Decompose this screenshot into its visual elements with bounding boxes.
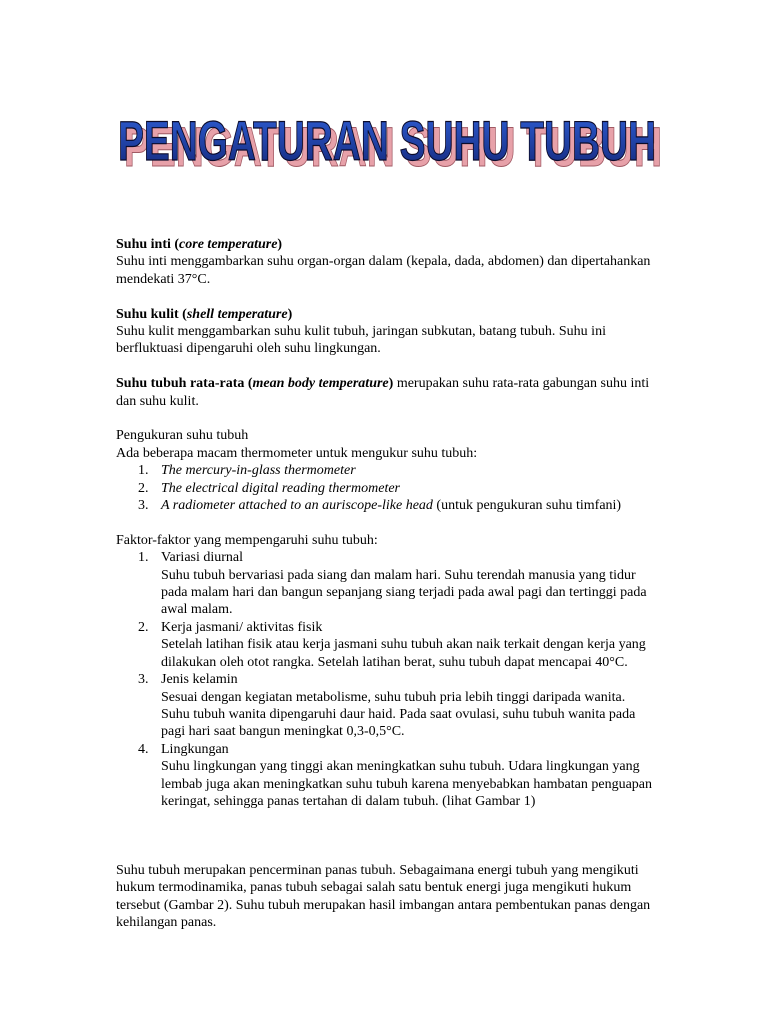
factor-title: Variasi diurnal — [161, 550, 244, 566]
list-item: 1. Variasi diurnal Suhu tubuh bervariasi pada siang dan malam hari. Suhu terendah manusia yang tidur pada malam hari dan bangun sepanjang siang terjadi pada awal pagi dan tertinggi pada awal malam. — [116, 549, 656, 619]
mean-temp-paragraph: Suhu tubuh rata-rata (mean body temperature) merupakan suhu rata-rata gabungan suhu inti dan suhu kulit. — [116, 376, 650, 409]
wordart-title — [110, 96, 665, 176]
factor-title: Kerja jasmani/ aktivitas fisik — [161, 619, 323, 635]
factor-title: Jenis kelamin — [161, 672, 238, 688]
shell-temp-heading: Suhu kulit (shell temperature) — [116, 306, 293, 322]
wordart-title-graphic — [110, 96, 665, 176]
list-item: 4. Lingkungan Suhu lingkungan yang tinggi akan meningkatkan suhu tubuh. Udara lingkungan yang lembab juga akan meningkatkan suhu tubuh karena menyebabkan hambatan penguapan keringat, sehingga panas tertahan di dalam tubuh. (lihat Gambar 1) — [116, 741, 656, 811]
wordart-title-shadow: PENGATURAN SUHU TUBUH — [124, 115, 662, 176]
list-item: 2. The electrical digital reading thermometer — [138, 480, 400, 496]
factor-body: Suhu tubuh bervariasi pada siang dan malam hari. Suhu terendah manusia yang tidur pada malam hari dan bangun sepanjang siang terjadi pada awal pagi dan tertinggi pada awal malam. — [161, 567, 647, 618]
list-item: 2. Kerja jasmani/ aktivitas fisik Setelah latihan fisik atau kerja jasmani suhu tubuh akan naik terkait dengan kerja yang dilakukan oleh otot rangka. Setelah latihan berat, suhu tubuh dapat mencapai 40°C. — [116, 619, 656, 671]
document-body — [116, 236, 656, 931]
closing-paragraph: Suhu tubuh merupakan pencerminan panas tubuh. Sebagaimana energi tubuh yang mengikuti hukum termodinamika, panas tubuh sebagai salah satu bentuk energi juga mengikuti hukum tersebut (Gambar 2). Suhu tubuh merupakan hasil imbangan antara pembentukan panas dengan kehilangan panas. — [116, 862, 651, 930]
core-temp-body: Suhu inti menggambarkan suhu organ-organ dalam (kepala, dada, abdomen) dan dipertahankan mendekati 37°C. — [116, 254, 651, 287]
measurement-intro: Ada beberapa macam thermometer untuk mengukur suhu tubuh: — [116, 445, 478, 461]
list-item: 3. Jenis kelamin Sesuai dengan kegiatan metabolisme, suhu tubuh pria lebih tinggi daripada wanita. Suhu tubuh wanita dipengaruhi daur haid. Pada saat ovulasi, suhu tubuh wanita pada pagi hari saat bangun meningkat 0,3-0,5°C. — [116, 671, 656, 741]
shell-temp-body: Suhu kulit menggambarkan suhu kulit tubuh, jaringan subkutan, batang tubuh. Suhu ini berfluktuasi dipengaruhi oleh suhu lingkungan. — [116, 324, 606, 357]
measurement-heading: Pengukuran suhu tubuh — [116, 428, 249, 444]
list-item: 1. The mercury-in-glass thermometer — [138, 463, 356, 479]
list-item: 3. A radiometer attached to an auriscope-like head (untuk pengukuran suhu timfani) — [138, 498, 622, 514]
factors-list — [116, 549, 656, 810]
factor-body: Setelah latihan fisik atau kerja jasmani suhu tubuh akan naik terkait dengan kerja yang dilakukan oleh otot rangka. Setelah latihan berat, suhu tubuh dapat mencapai 40°C. — [161, 637, 646, 670]
wordart-title-text: PENGATURAN SUHU TUBUH — [118, 109, 656, 172]
factor-title: Lingkungan — [161, 741, 229, 757]
core-temp-heading: Suhu inti (core temperature) — [116, 237, 283, 252]
factor-body: Suhu lingkungan yang tinggi akan meningkatkan suhu tubuh. Udara lingkungan yang lembab juga akan meningkatkan suhu tubuh karena menyebabkan hambatan penguapan keringat, sehingga panas tertahan di dalam tubuh. (lihat Gambar 1) — [161, 759, 652, 809]
factors-heading: Faktor-faktor yang mempengaruhi suhu tubuh: — [116, 532, 378, 548]
factor-body: Sesuai dengan kegiatan metabolisme, suhu tubuh pria lebih tinggi daripada wanita. Suhu tubuh wanita dipengaruhi daur haid. Pada saat ovulasi, suhu tubuh wanita pada pagi hari saat bangun meningkat 0,3-0,5°C. — [161, 689, 636, 740]
thermometer-list — [116, 462, 656, 514]
